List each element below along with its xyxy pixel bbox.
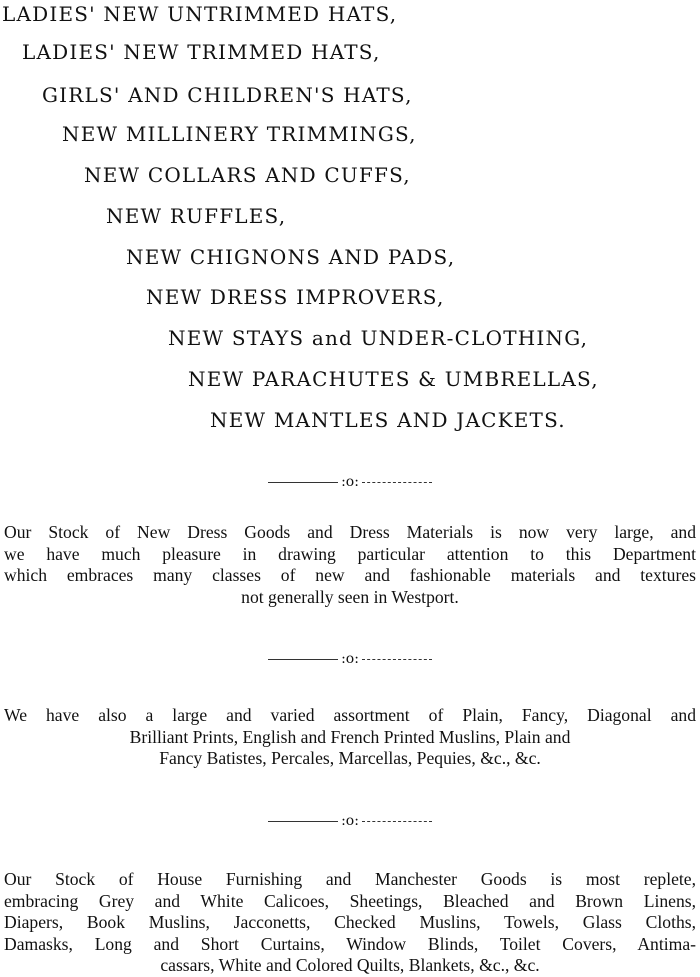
paragraph-line: We have also a large and varied assortment of Plain, Fancy, Diagonal and: [4, 705, 696, 725]
heading-stays-underclothing: NEW STAYS and UNDER-CLOTHING,: [168, 326, 589, 350]
heading-mantles-jackets: NEW MANTLES AND JACKETS.: [210, 408, 566, 432]
house-furnishing-paragraph: [4, 869, 696, 977]
heading-ruffles: NEW RUFFLES,: [106, 204, 287, 228]
paragraph-line: Our Stock of New Dress Goods and Dress Materials is now very large, and: [4, 522, 696, 542]
paragraph-line: Damasks, Long and Short Curtains, Window Blinds, Toilet Covers, Antima-: [4, 933, 696, 954]
paragraph-last-line: not generally seen in Westport.: [241, 586, 459, 607]
ornamental-divider: [0, 474, 700, 490]
heading-childrens-hats: GIRLS' AND CHILDREN'S HATS,: [42, 83, 413, 107]
prints-muslins-paragraph: [4, 705, 696, 770]
paragraph-centered-line: Brilliant Prints, English and French Printed Muslins, Plain and: [129, 726, 571, 747]
heading-untrimmed-hats: LADIES' NEW UNTRIMMED HATS,: [2, 2, 398, 26]
heading-millinery-trimmings: NEW MILLINERY TRIMMINGS,: [62, 122, 417, 146]
heading-dress-improvers: NEW DRESS IMPROVERS,: [146, 285, 445, 309]
ornamental-divider: [0, 651, 700, 667]
divider-mark: :o:: [341, 651, 359, 667]
ornamental-divider: [0, 813, 700, 829]
paragraph-line: Our Stock of House Furnishing and Manchester Goods is most replete,: [4, 869, 696, 889]
heading-chignons-pads: NEW CHIGNONS AND PADS,: [126, 245, 456, 269]
divider-mark: :o:: [341, 813, 359, 829]
heading-parachutes-umbrellas: NEW PARACHUTES & UMBRELLAS,: [188, 367, 599, 391]
paragraph-line: which embraces many classes of new and fashionable materials and textures: [4, 565, 696, 585]
paragraph-centered-line: Fancy Batistes, Percales, Marcellas, Pequies, &c., &c.: [159, 748, 541, 768]
paragraph-last-line: cassars, White and Colored Quilts, Blankets, &c., &c.: [160, 955, 540, 975]
divider-mark: :o:: [341, 474, 359, 490]
paragraph-line: embracing Grey and White Calicoes, Sheetings, Bleached and Brown Linens,: [4, 890, 696, 911]
heading-trimmed-hats: LADIES' NEW TRIMMED HATS,: [22, 40, 381, 64]
paragraph-line: we have much pleasure in drawing particular attention to this Department: [4, 543, 696, 564]
paragraph-line: Diapers, Book Muslins, Jacconetts, Checked Muslins, Towels, Glass Cloths,: [4, 912, 696, 932]
dress-goods-paragraph: [4, 522, 696, 608]
heading-collars-cuffs: NEW COLLARS AND CUFFS,: [84, 163, 411, 187]
